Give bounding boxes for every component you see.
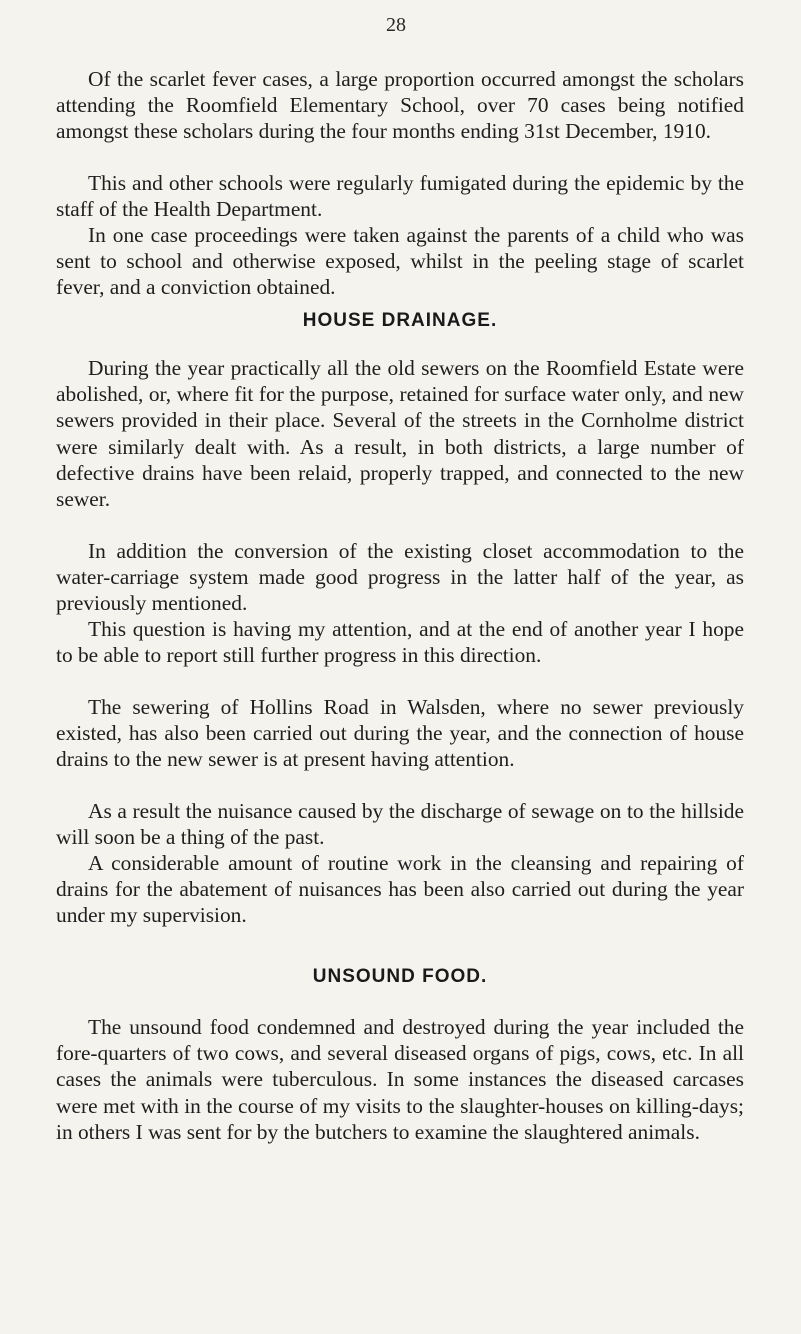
paragraph-hollins-road: The sewering of Hollins Road in Walsden, where no sewer previously existed, has also been carried out during the year, and the connection of house drains to the new sewer is at present having attention. xyxy=(56,695,744,772)
paragraph-proceedings: In one case proceedings were taken against the parents of a child who was sent to school and otherwise exposed, whilst in the peeling stage of scarlet fever, and a conviction obtained. xyxy=(56,223,744,300)
paragraph-further-progress: This question is having my attention, and at the end of another year I hope to be able to report still further progress in this direction. xyxy=(56,617,744,668)
paragraph-unsound-food: The unsound food condemned and destroyed during the year included the fore-quarters of two cows, and several diseased organs of pigs, cows, etc. In all cases the animals were tuberculous. In some instances the diseased carcases were met with in the course of my visits to the slaughter-houses on killing-days; in others I was sent for by the butchers to examine the slaughtered animals. xyxy=(56,1015,744,1144)
heading-house-drainage: HOUSE DRAINAGE. xyxy=(302,310,498,331)
page-number: 28 xyxy=(386,14,406,36)
paragraph-sewers: During the year practically all the old sewers on the Roomfield Estate were abolished, or, where fit for the purpose, retained for surface water only, and new sewers provided in their place. Several of the streets in the Cornholme district were similarly dealt with. As a result, in both districts, a large number of defective drains have been relaid, properly trapped, and connected to the new sewer. xyxy=(56,356,744,512)
paragraph-nuisance: As a result the nuisance caused by the discharge of sewage on to the hillside will soon be a thing of the past. xyxy=(56,799,744,850)
paragraph-closet-conversion: In addition the conversion of the existing closet accommodation to the water-carriage system made good progress in the latter half of the year, as previously mentioned. xyxy=(56,539,744,616)
heading-unsound-food: UNSOUND FOOD. xyxy=(312,966,488,987)
paragraph-scarlet-fever-cases: Of the scarlet fever cases, a large proportion occurred amongst the scholars attending the Roomfield Elementary School, over 70 cases being notified amongst these scholars during the four months ending 31st December, 1910. xyxy=(56,67,744,144)
paragraph-routine-work: A considerable amount of routine work in the cleansing and repairing of drains for the abatement of nuisances has been also carried out during the year under my supervision. xyxy=(56,851,744,928)
paragraph-fumigation: This and other schools were regularly fumigated during the epidemic by the staff of the Health Department. xyxy=(56,171,744,222)
